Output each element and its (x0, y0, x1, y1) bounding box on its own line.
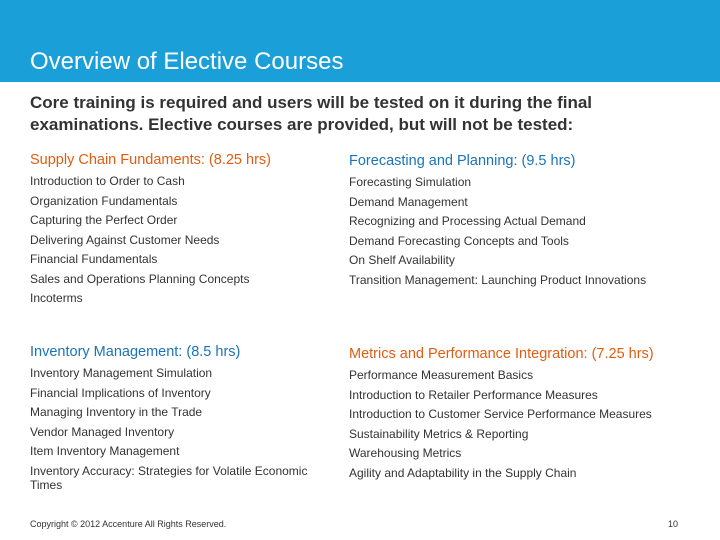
section-metrics (349, 346, 679, 485)
section-heading: Forecasting and Planning: (9.5 hrs) (349, 153, 576, 169)
title-banner (0, 0, 720, 82)
course-item: Item Inventory Management (30, 444, 180, 458)
course-item: Agility and Adaptability in the Supply Chain (349, 465, 577, 480)
intro-text: Core training is required and users will be tested on it during the final examinations. Elective courses are provided, but will not be tested: (30, 93, 593, 134)
course-item: Sustainability Metrics & Reporting (349, 426, 529, 441)
course-item: Capturing the Perfect Order (30, 213, 178, 227)
course-item: Organization Fundamentals (30, 193, 178, 208)
section-heading: Supply Chain Fundaments: (8.25 hrs) (30, 152, 271, 168)
course-item: Demand Forecasting Concepts and Tools (349, 233, 569, 248)
course-item: Transition Management: Launching Product Innovations (349, 272, 647, 287)
section-forecasting (349, 153, 679, 292)
course-item: Sales and Operations Planning Concepts (30, 271, 250, 286)
course-item: Introduction to Customer Service Performance Measures (349, 407, 652, 421)
course-item: Introduction to Order to Cash (30, 174, 185, 188)
course-item: Performance Measurement Basics (349, 368, 534, 382)
course-item: On Shelf Availability (349, 253, 455, 267)
course-item: Warehousing Metrics (349, 446, 462, 460)
section-heading: Metrics and Performance Integration: (7.25 hrs) (349, 346, 654, 362)
course-item: Delivering Against Customer Needs (30, 232, 220, 247)
slide-title: Overview of Elective Courses (30, 48, 344, 75)
course-item: Managing Inventory in the Trade (30, 405, 203, 419)
course-item: Inventory Management Simulation (30, 366, 213, 380)
copyright-notice: Copyright © 2012 Accenture All Rights Reserved. (30, 519, 227, 529)
course-item: Incoterms (30, 291, 83, 305)
course-item: Financial Implications of Inventory (30, 385, 211, 400)
section-inventory (30, 344, 310, 497)
section-heading: Inventory Management: (8.5 hrs) (30, 344, 241, 360)
course-item: Inventory Accuracy: Strategies for Volatile Economic Times (30, 463, 308, 492)
course-item: Financial Fundamentals (30, 252, 158, 266)
course-item: Vendor Managed Inventory (30, 424, 175, 439)
course-item: Introduction to Retailer Performance Measures (349, 387, 598, 402)
course-item: Forecasting Simulation (349, 175, 472, 189)
section-supply-chain (30, 152, 360, 311)
page-number: 10 (667, 519, 678, 529)
course-item: Demand Management (349, 194, 468, 209)
course-item: Recognizing and Processing Actual Demand (349, 214, 586, 228)
